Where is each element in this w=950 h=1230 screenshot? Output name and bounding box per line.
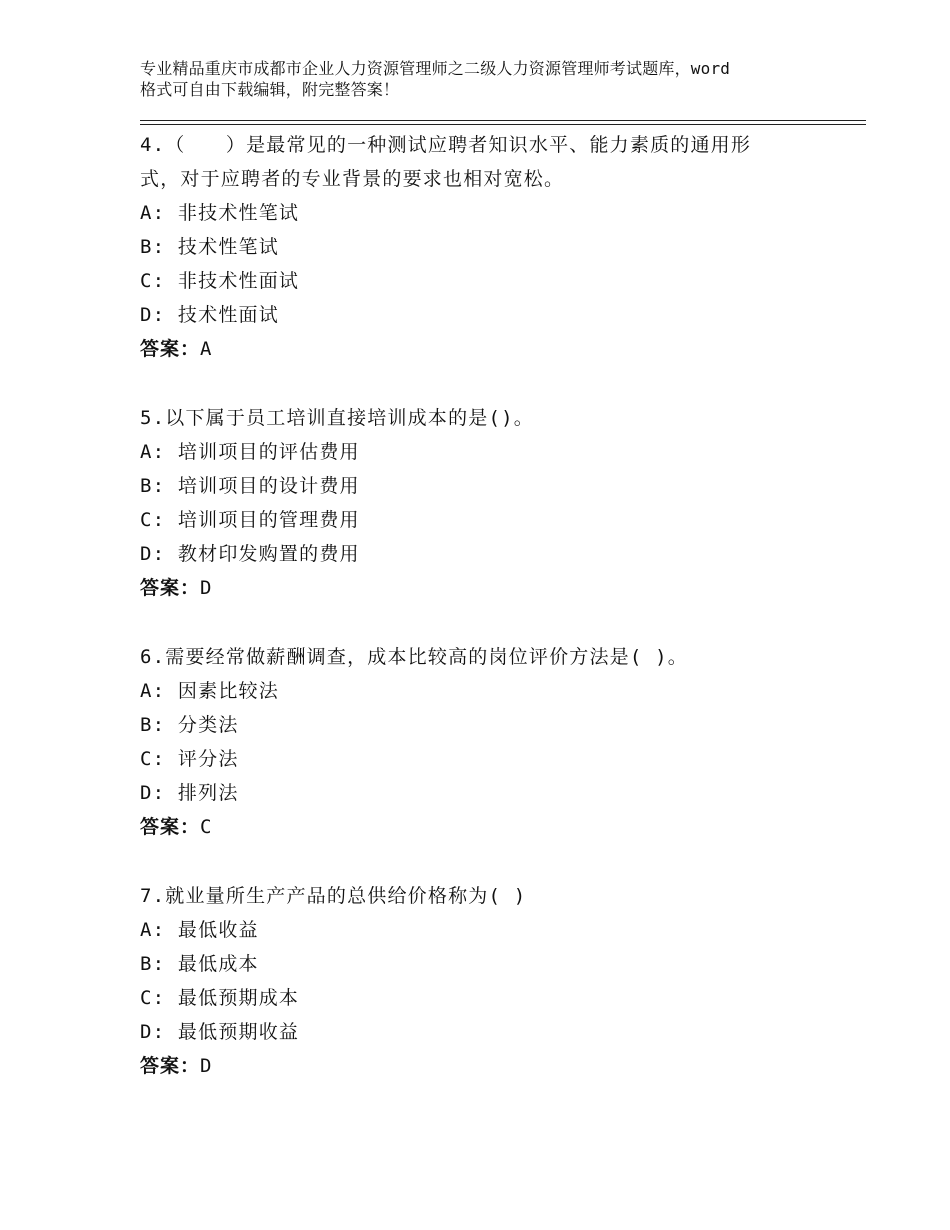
document-header — [140, 58, 830, 100]
answer-value: D — [200, 1055, 212, 1077]
option-b: B: 分类法 — [140, 714, 239, 736]
answer-label: 答案： — [140, 338, 201, 360]
option-d: D: 教材印发购置的费用 — [140, 543, 360, 565]
header-title-line-2: 格式可自由下载编辑，附完整答案！ — [140, 80, 400, 99]
answer-line — [140, 1049, 840, 1083]
question-stem-line: 7.就业量所生产产品的总供给价格称为( ) — [140, 885, 527, 907]
answer-value: C — [200, 816, 212, 838]
answer-line — [140, 571, 840, 605]
question-7 — [140, 879, 840, 1083]
question-stem-line: 4.（ ）是最常见的一种测试应聘者知识水平、能力素质的通用形 — [140, 134, 752, 156]
option-b: B: 技术性笔试 — [140, 236, 279, 258]
question-5 — [140, 401, 840, 605]
option-c: C: 非技术性面试 — [140, 270, 300, 292]
header-rule-top — [140, 120, 866, 121]
option-a: A: 非技术性笔试 — [140, 202, 300, 224]
answer-label: 答案： — [140, 1055, 201, 1077]
answer-value: A — [200, 338, 212, 360]
question-stem-line: 6.需要经常做薪酬调查，成本比较高的岗位评价方法是( )。 — [140, 646, 688, 668]
option-b: B: 最低成本 — [140, 953, 259, 975]
answer-line — [140, 810, 840, 844]
option-d: D: 最低预期收益 — [140, 1021, 300, 1043]
answer-line — [140, 332, 840, 366]
option-c: C: 最低预期成本 — [140, 987, 300, 1009]
option-a: A: 因素比较法 — [140, 680, 279, 702]
header-rule-bottom — [140, 124, 866, 125]
answer-value: D — [200, 577, 212, 599]
answer-label: 答案： — [140, 816, 201, 838]
question-6 — [140, 640, 840, 844]
answer-label: 答案： — [140, 577, 201, 599]
option-a: A: 最低收益 — [140, 919, 259, 941]
question-stem-line: 5.以下属于员工培训直接培训成本的是()。 — [140, 407, 534, 429]
option-c: C: 培训项目的管理费用 — [140, 509, 360, 531]
option-b: B: 培训项目的设计费用 — [140, 475, 360, 497]
question-4 — [140, 128, 840, 366]
option-a: A: 培训项目的评估费用 — [140, 441, 360, 463]
option-d: D: 技术性面试 — [140, 304, 279, 326]
question-stem-line: 式，对于应聘者的专业背景的要求也相对宽松。 — [140, 168, 565, 190]
header-title-line-1: 专业精品重庆市成都市企业人力资源管理师之二级人力资源管理师考试题库，word — [140, 59, 731, 78]
option-c: C: 评分法 — [140, 748, 239, 770]
question-list — [140, 128, 840, 1118]
option-d: D: 排列法 — [140, 782, 239, 804]
